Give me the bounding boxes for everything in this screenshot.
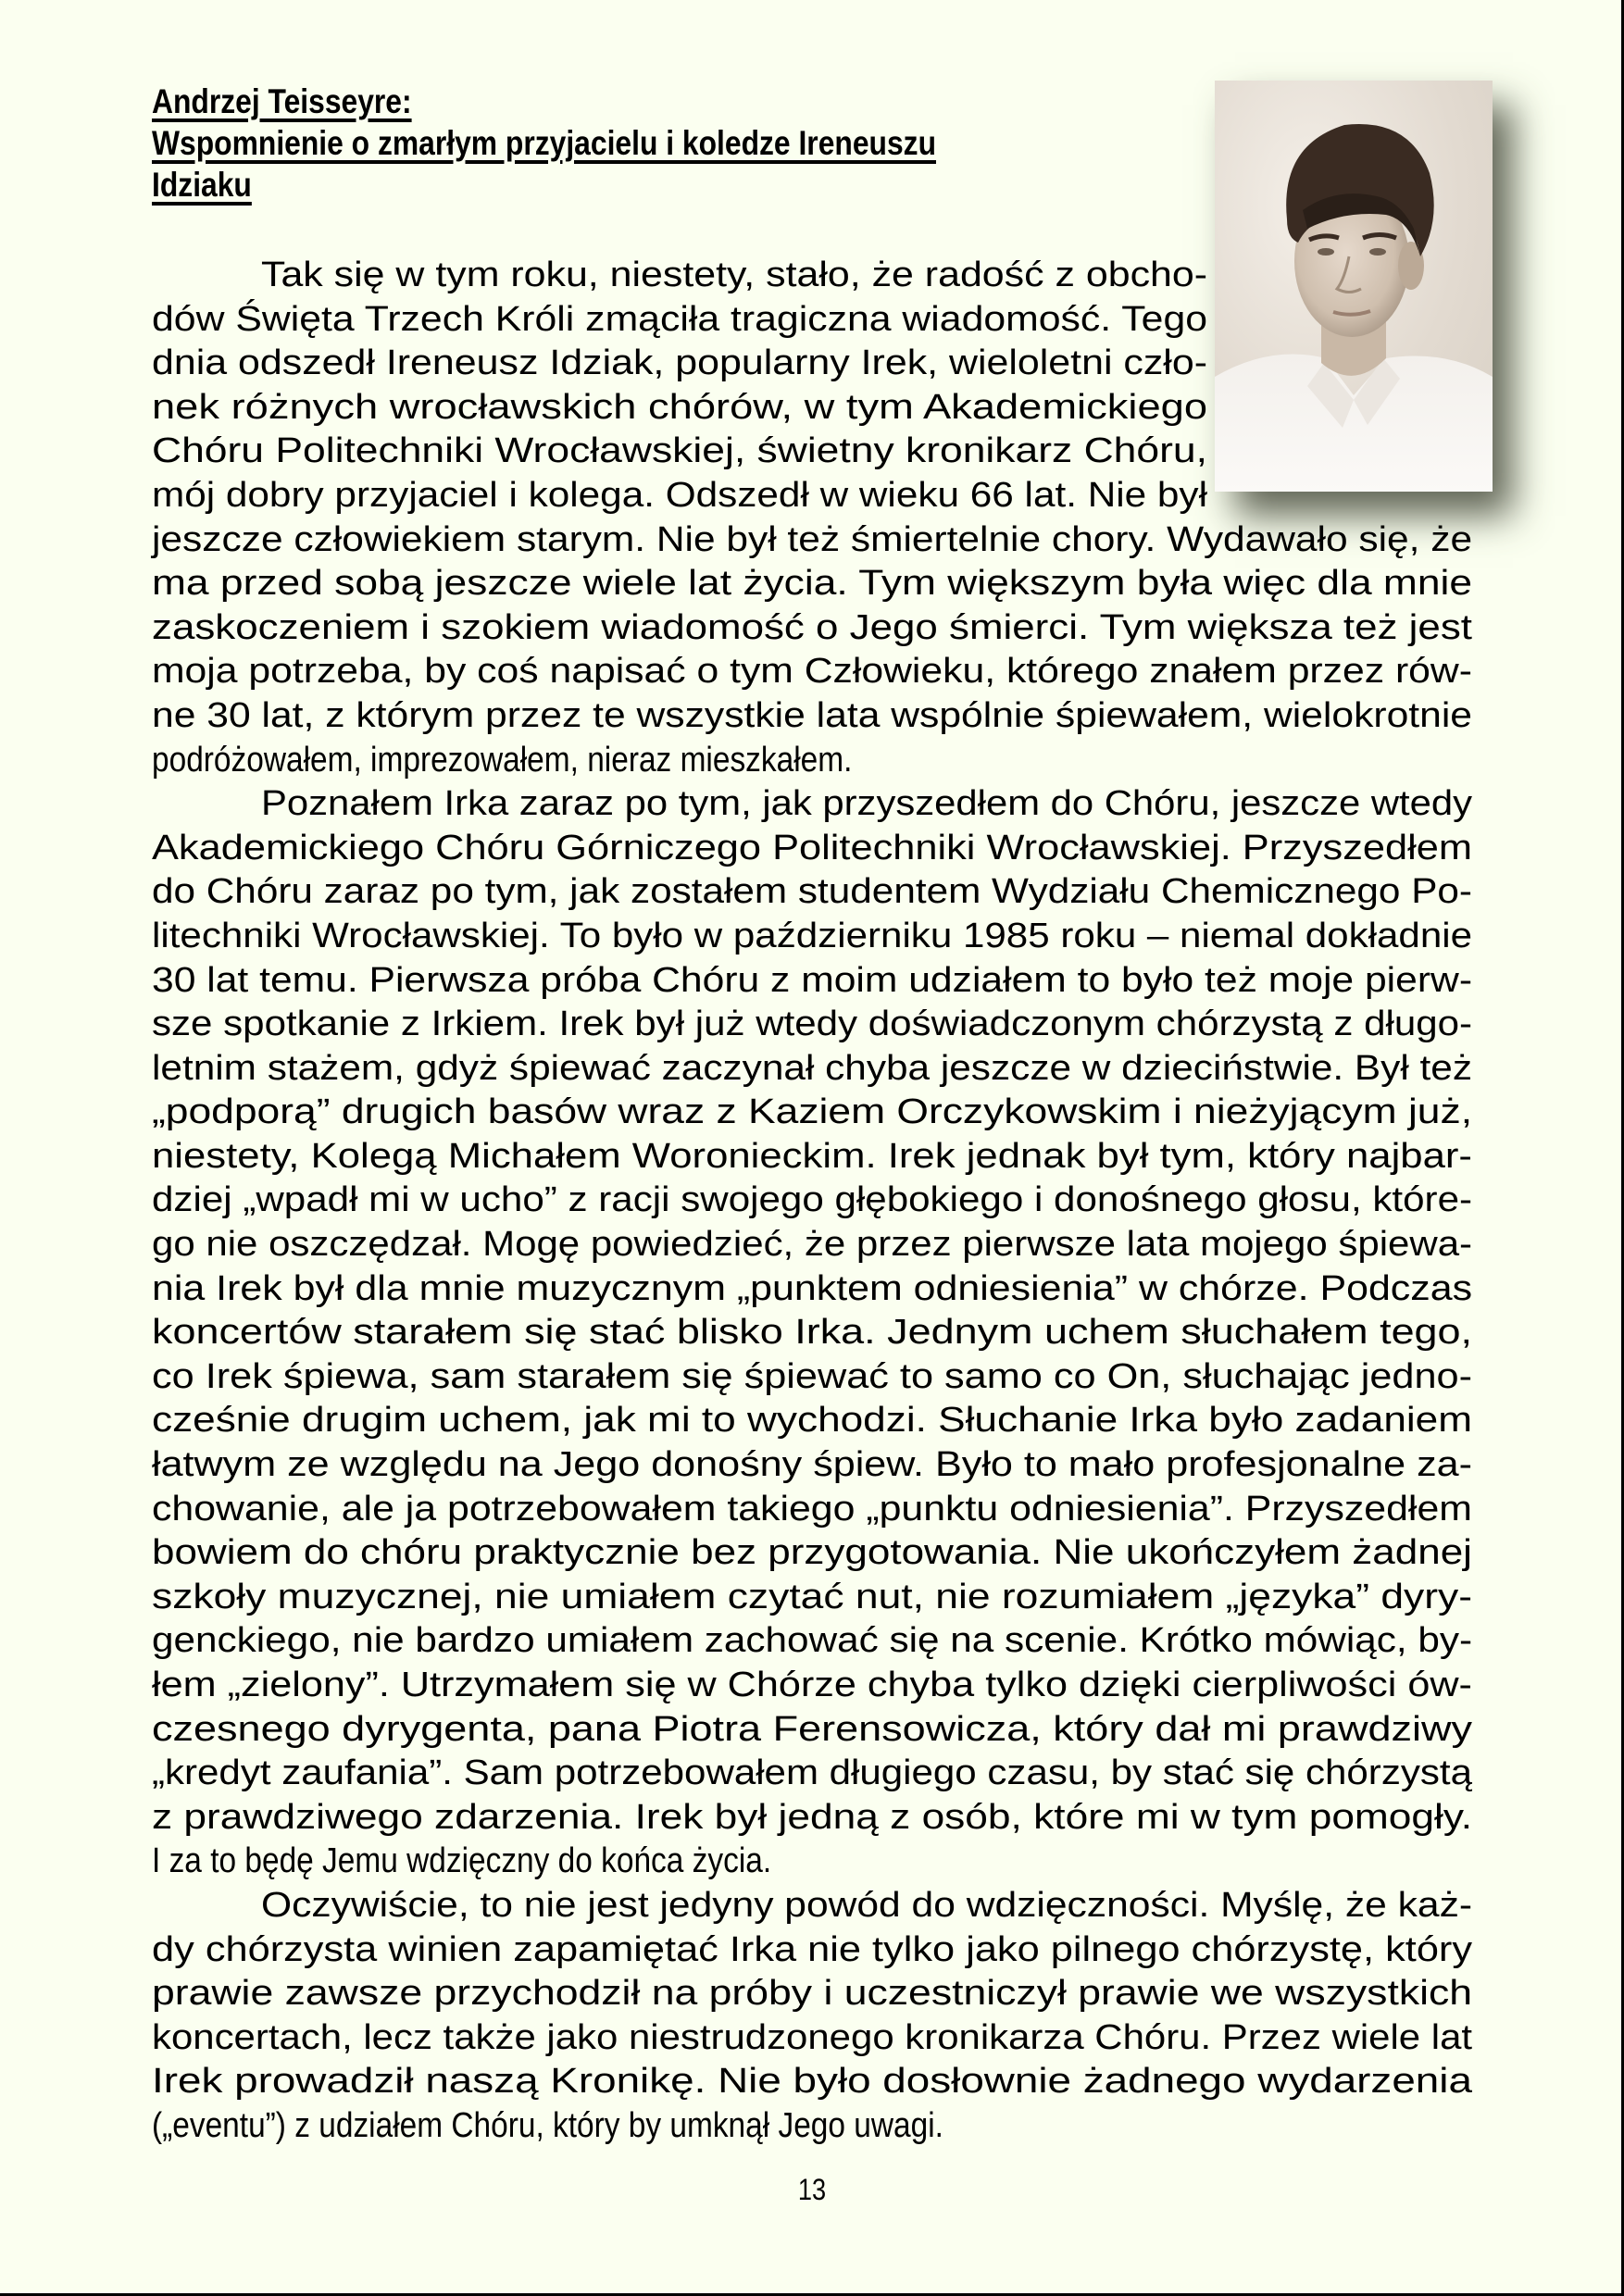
text-line: do Chóru zaraz po tym, jak zostałem studentem Wydziału Chemicznego Po- [152, 872, 1472, 912]
text-line: koncertach, lecz także jako niestrudzonego kronikarza Chóru. Przez wiele lat [152, 2017, 1473, 2057]
text-line: „kredyt zaufania”. Sam potrzebowałem długiego czasu, by stać się chórzystą [152, 1753, 1472, 1793]
page-number: 13 [797, 2173, 827, 2206]
text-line: Irek prowadził naszą Kronikę. Nie było dosłownie żadnego wydarzenia [152, 2062, 1472, 2102]
text-line: chowanie, ale ja potrzebowałem takiego „punktu odniesienia”. Przyszedłem [152, 1489, 1472, 1529]
text-line: 30 lat temu. Pierwsza próba Chóru z moim udziałem to było też moje pierw- [152, 960, 1473, 1000]
text-line: Tak się w tym roku, niestety, stało, że radość z obcho- [261, 256, 1208, 294]
text-line: nek różnych wrocławskich chórów, w tym Akademickiego [152, 387, 1208, 427]
text-line: genckiego, nie bardzo umiałem zachować się na scenie. Krótko mówiąc, by- [152, 1621, 1473, 1661]
title-heading-line-1: Wspomnienie o zmarłym przyjacielu i koledze Ireneuszu [152, 124, 937, 162]
text-line: prawie zawsze przychodził na próby i uczestniczył prawie we wszystkich [152, 1974, 1473, 2014]
text-line: ne 30 lat, z którym przez te wszystkie lata wspólnie śpiewałem, wielokrotnie [152, 695, 1473, 735]
text-line: go nie oszczędzał. Mogę powiedzieć, że przez pierwsze lata mojego śpiewa- [152, 1225, 1473, 1265]
text-line: moja potrzeba, by coś napisać o tym Człowieku, którego znałem przez rów- [152, 652, 1472, 692]
title-heading-line-2: Idziaku [152, 166, 252, 204]
article-body [152, 254, 1472, 2149]
text-line: Chóru Politechniki Wrocławskiej, świetny kronikarz Chóru, [152, 431, 1207, 471]
text-line: podróżowałem, imprezowałem, nieraz mieszkałem. [152, 740, 853, 780]
text-line: czesnego dyrygenta, pana Piotra Ferensowicza, który dał mi prawdziwy [152, 1709, 1473, 1749]
text-line: Akademickiego Chóru Górniczego Politechniki Wrocławskiej. Przyszedłem [152, 828, 1473, 867]
text-line: łatwym ze względu na Jego donośny śpiew. Było to mało profesjonalne za- [152, 1445, 1472, 1485]
text-line: dów Święta Trzech Króli zmąciła tragiczna wiadomość. Tego [152, 299, 1208, 339]
text-line: co Irek śpiewa, sam starałem się śpiewać to samo co On, słuchając jedno- [152, 1356, 1473, 1396]
text-line: bowiem do chóru praktycznie bez przygotowania. Nie ukończyłem żadnej [152, 1533, 1472, 1573]
article-header [152, 83, 1217, 208]
author-heading: Andrzej Teisseyre: [152, 82, 412, 120]
text-line: jeszcze człowiekiem starym. Nie był też śmiertelnie chory. Wydawało się, że [152, 519, 1473, 559]
paragraph [152, 254, 1472, 782]
text-line: z prawdziwego zdarzenia. Irek był jedną z osób, które mi w tym pomogły. [152, 1797, 1473, 1837]
text-line: łem „zielony”. Utrzymałem się w Chórze chyba tylko dzięki cierpliwości ów- [152, 1666, 1472, 1704]
text-line: („eventu”) z udziałem Chóru, który by umknął Jego uwagi. [152, 2105, 943, 2145]
text-line: szkoły muzycznej, nie umiałem czytać nut, nie rozumiałem „języka” dyry- [152, 1577, 1473, 1616]
text-line: ma przed sobą jeszcze wiele lat życia. Tym większym była więc dla mnie [152, 564, 1473, 604]
text-line: „podporą” drugich basów wraz z Kaziem Orczykowskim i nieżyjącym już, [152, 1092, 1473, 1132]
text-line: cześnie drugim uchem, jak mi to wychodzi. Słuchanie Irka było zadaniem [152, 1401, 1473, 1441]
text-line: letnim stażem, gdyż śpiewać zaczynał chyba jeszcze w dzieciństwie. Był też [152, 1048, 1472, 1088]
text-line: Oczywiście, to nie jest jedyny powód do wdzięczności. Myślę, że każ- [261, 1885, 1473, 1925]
text-line: dziej „wpadł mi w ucho” z racji swojego głębokiego i donośnego głosu, które- [152, 1180, 1473, 1220]
text-line: dy chórzysta winien zapamiętać Irka nie tylko jako pilnego chórzystę, który [152, 1929, 1473, 1969]
text-line: litechniki Wrocławskiej. To było w październiku 1985 roku – niemal dokładnie [152, 916, 1473, 955]
text-line: mój dobry przyjaciel i kolega. Odszedł w wieku 66 lat. Nie był [152, 475, 1207, 515]
paragraph [152, 1884, 1472, 2149]
text-line: I za to będę Jemu wdzięczny do końca życia. [152, 1841, 772, 1881]
text-line: Poznałem Irka zaraz po tym, jak przyszedłem do Chóru, jeszcze wtedy [261, 784, 1473, 824]
text-line: dnia odszedł Ireneusz Idziak, popularny Irek, wieloletni czło- [152, 343, 1207, 383]
text-line: zaskoczeniem i szokiem wiadomość o Jego śmierci. Tym większa też jest [152, 607, 1472, 647]
paragraph [152, 782, 1472, 1884]
text-line: koncertów starałem się stać blisko Irka. Jednym uchem słuchałem tego, [152, 1313, 1473, 1353]
text-line: nia Irek był dla mnie muzycznym „punktem odniesienia” w chórze. Podczas [152, 1268, 1473, 1308]
text-line: niestety, Kolegą Michałem Woronieckim. Irek jednak był tym, który najbar- [152, 1136, 1472, 1176]
text-line: sze spotkanie z Irkiem. Irek był już wtedy doświadczonym chórzystą z długo- [152, 1004, 1473, 1044]
